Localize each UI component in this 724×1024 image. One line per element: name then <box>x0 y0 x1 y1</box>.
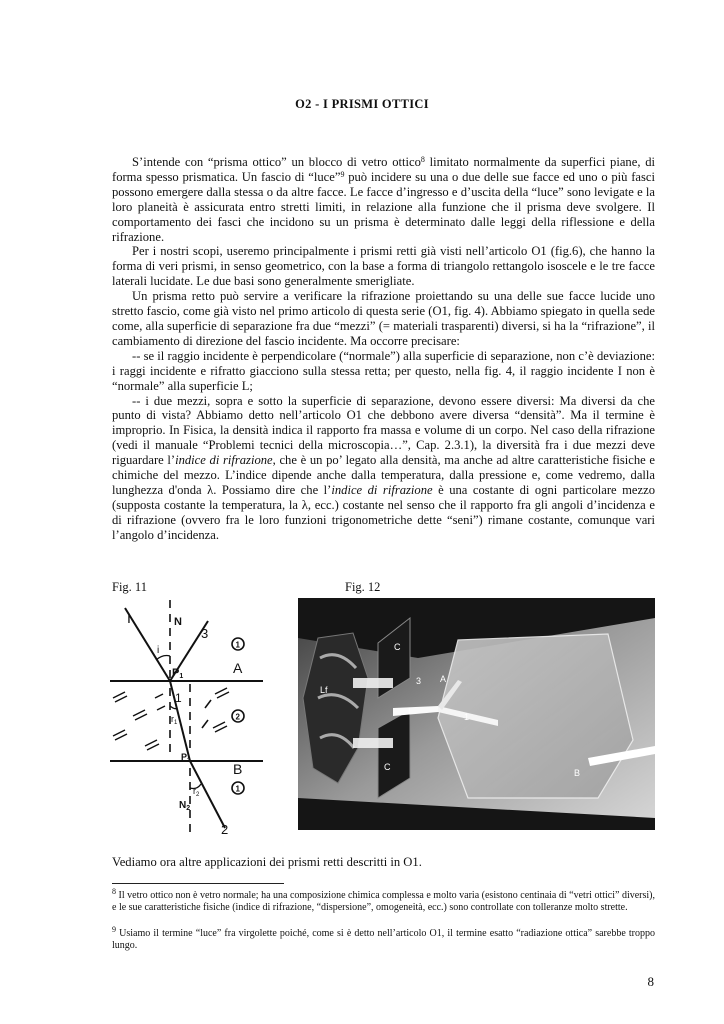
photo-label-2: 2 <box>608 754 614 764</box>
label-1: 1 <box>175 691 182 705</box>
photo-label-C-bottom: C <box>384 762 391 772</box>
photo-label-I: I <box>408 706 411 716</box>
photo-label-Lf: Lf <box>320 685 328 695</box>
label-I: I <box>127 610 131 626</box>
footnote-9: $^9$ Usiamo il termine “luce” fra virgolette poiché, come si è detto nell’articolo O1, il termine esatto “radiazione ottica” sarebbe troppo lungo. <box>112 925 655 951</box>
paragraph-4: -- se il raggio incidente è perpendicolare (“normale”) alla superficie di separazione, non c’è deviazione: i raggi incidente e rifratto giacciono sulla stessa retta; per questo, nella fig. 4, il raggio incidente I non è “normale” alla superficie L; <box>112 348 655 393</box>
circle-label-2: 2 <box>235 712 240 722</box>
fig12-label: Fig. 12 <box>345 580 381 594</box>
photo-label-C-top: C <box>394 642 401 652</box>
incident-ray <box>125 608 170 681</box>
page-title: O2 - I PRISMI OTTICI <box>295 97 429 111</box>
paragraph-5: -- i due mezzi, sopra e sotto la superficie di separazione, devono essere diversi: Ma diversi da che punto di vista? Abbiamo detto nell’articolo O1 che debbono avere diversa “densità”. Ma il termine è improprio. In Fisica, la densità indica il rapporto fra massa e volume di un corpo. Nel caso della rifrazione (vedi il manuale “Problemi tecnici della microscopia…”, Cap. 2.3.1), la diversità fra i due mezzi deve riguardare l’indice di rifrazione, che è un po’ legato alla densità, ma anche ad altre caratteristiche fisiche e chimiche del mezzo. L’indice dipende anche dalla temperatura, dalla pressione e, come vedremo, dalla lunghezza d'onda λ. Possiamo dire che l’indice di rifrazione è una costante di ogni particolare mezzo (supposta costante la temperatura, la λ, ecc.) costante nel senso che il rapporto fra gli angoli d’incidenza e di rifrazione (ovvero fra le loro funzioni trigonometriche dette “seni”) rimane costante, comunque vari l’angolo d’incidenza. <box>112 393 655 542</box>
label-2: 2 <box>221 822 229 837</box>
label-P2: $P_2$ <box>181 752 191 764</box>
label-N2: $N_2$ <box>179 800 191 812</box>
label-A: A <box>233 660 243 676</box>
circle-label-1: 1 <box>235 640 240 650</box>
label-i: i <box>157 645 160 656</box>
label-r2: $r_2$ <box>193 786 200 798</box>
label-N: N <box>174 616 182 628</box>
paragraph-2: Per i nostri scopi, useremo principalmente i prismi retti già visti nell’articolo O1 (fig.6), che hanno la forma di veri prismi, in senso geometrico, con la base a forma di triangolo rettangolo isoscele e le tre facce laterali lucidate. Le due basi sono generalmente smerigliate. <box>112 244 655 289</box>
page-number: 8 <box>647 974 654 989</box>
body-text <box>112 155 655 543</box>
label-B: B <box>233 761 243 777</box>
photo-label-1: 1 <box>464 712 470 722</box>
label-P1: P1 <box>172 667 184 680</box>
footnote-divider <box>112 883 284 884</box>
prism-photo <box>298 598 655 830</box>
paragraph-3: Un prisma retto può servire a verificare la rifrazione proiettando su una delle sue facce lucide uno stretto fascio, come già visto nel primo articolo di questa serie (O1, fig. 4). Abbiamo spiegato in quella sede come, alla superficie di separazione fra due “mezzi” (= materiali trasparenti) diversi, si ha la “rifrazione”, il cambiamento di direzione del fascio incidente. Ma occorre precisare: <box>112 289 655 348</box>
photo-label-3: 3 <box>416 676 422 686</box>
footnote-8: $^8$ Il vetro ottico non è vetro normale; ha una composizione chimica complessa e molto varia (esistono centinaia di “vetri ottici” diversi), e le sue caratteristiche fisiche (indice di rifrazione, “dispersione”, omogeneità, ecc.) sono controllate con tolleranze molto strette. <box>112 887 655 913</box>
photo-label-A: A <box>440 674 447 684</box>
circle-label-3: 1 <box>235 784 240 794</box>
angle-i-arc <box>156 656 170 661</box>
paragraph-1: S’intende con “prisma ottico” un blocco di vetro ottico$^8$ limitato normalmente da superfici piane, di forma spesso prismatica. Un fascio di “luce”$^9$ può incidere su una o due delle sue facce ed uno o più fasci possono emergere dalla stessa o da altre facce. Le facce d’ingresso e d’uscita della “luce” sono levigate e la loro planeità è assicurata entro stretti limiti, in relazione alla funzione che il prisma deve svolgere. Il comportamento dei fasci che incidono su un prisma è determinato dalle leggi della riflessione e della rifrazione. <box>112 155 655 244</box>
fig11-label: Fig. 11 <box>112 580 147 594</box>
figure-caption: Vediamo ora altre applicazioni dei prismi retti descritti in O1. <box>112 855 422 869</box>
label-3: 3 <box>201 626 209 641</box>
photo-label-B: B <box>574 768 581 778</box>
refraction-diagram <box>105 598 280 843</box>
label-r1: $r_1$ <box>171 714 178 726</box>
